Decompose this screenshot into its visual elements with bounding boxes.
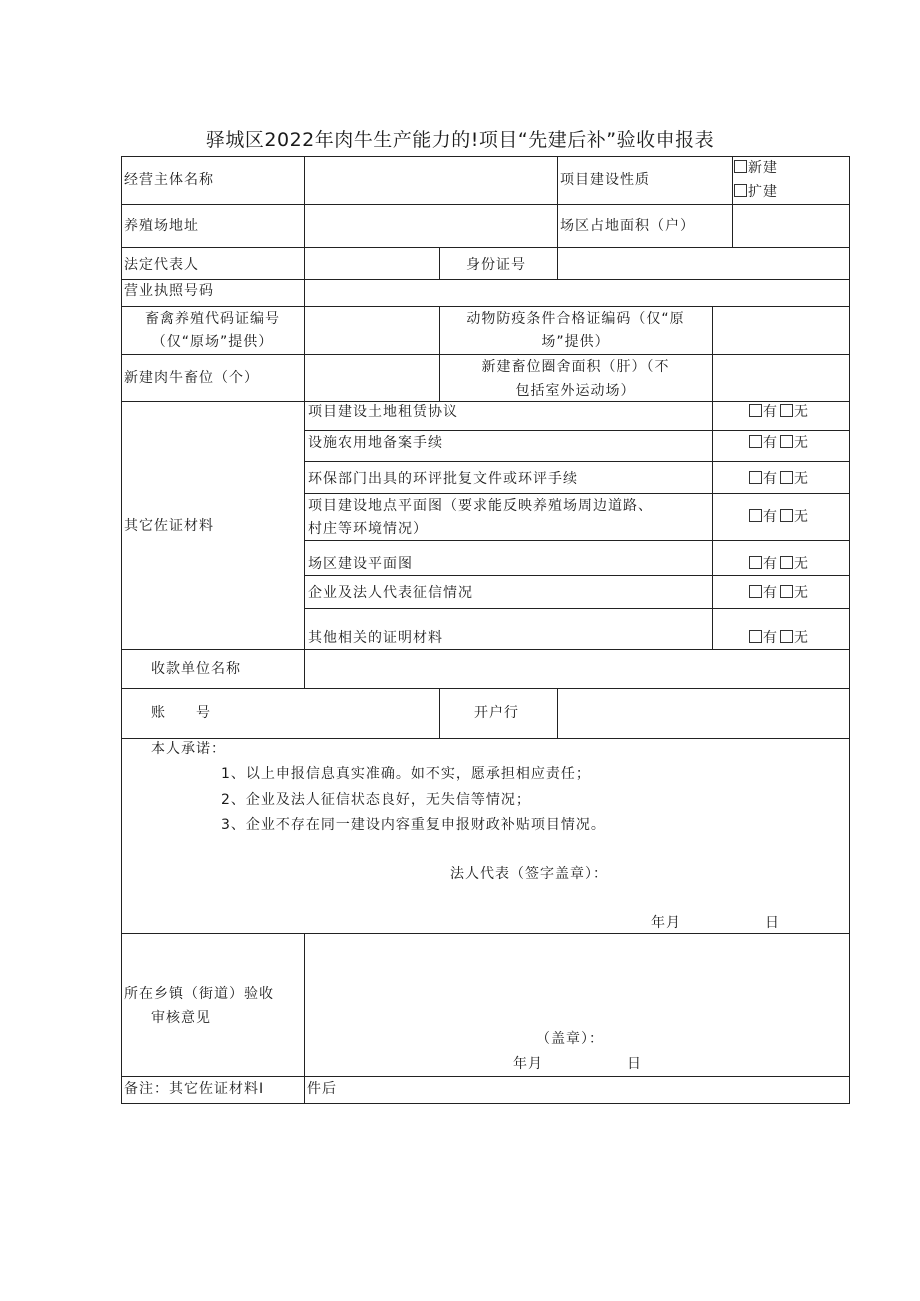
col-line [557,156,558,247]
border-left [121,156,122,1104]
pledge-signature-label: 法人代表（签字盖章）： [450,866,608,882]
operator-name-field[interactable] [305,157,556,204]
review-seal-label: （盖章）： [536,1031,604,1047]
material-item: 场区建设平面图 [308,556,413,572]
pledge-item: 2、企业及法人征信状态良好，无失信等情况； [221,792,531,808]
payee-name-field[interactable] [305,650,849,688]
border-right [849,156,850,1104]
epidemic-cert-label-1: 动物防疫条件合格证编码（仅“原 [466,311,685,327]
material-item: 设施农用地备案手续 [308,435,443,451]
pledge-item: 3、企业不存在同一建设内容重复申报财政补贴项目情况。 [221,817,606,833]
row-line [304,608,850,609]
site-area-field[interactable] [733,205,849,247]
checkbox-icon [749,404,762,417]
material-item: 其他相关的证明材料 [308,630,443,646]
checkbox-icon [780,435,793,448]
nature-expand-label: 扩建 [748,184,778,200]
id-number-label: 身份证号 [466,257,526,273]
material-item: 项目建设土地租赁协议 [308,404,458,420]
pledge-date-year-month: 年月 [651,915,681,931]
farm-address-label: 养殖场地址 [124,218,199,234]
license-number-label: 营业执照号码 [124,283,214,299]
pledge-item: 1、以上申报信息真实准确。如不实，愿承担相应责任； [221,766,591,782]
review-opinion-field[interactable] [305,934,849,1076]
checkbox-icon [780,471,793,484]
row-line [304,461,850,462]
epidemic-cert-label-2: 场”提供） [541,334,610,350]
form-title: 驿城区2022年肉牛生产能力的!项目“先建后补”验收申报表 [205,129,715,151]
material-option[interactable]: 有 无 [749,432,809,454]
barn-area-field[interactable] [713,355,849,401]
review-date-year-month: 年月 [513,1056,543,1072]
breeding-code-label-2: （仅“原场”提供） [151,334,274,350]
material-item-cont: 村庄等环境情况） [308,521,428,537]
checkbox-icon [749,471,762,484]
row-line [304,493,850,494]
col-line [712,401,713,649]
checkbox-icon [734,184,747,197]
material-option[interactable]: 有 无 [749,627,809,649]
breeding-code-label-1: 畜禽养殖代码证编号 [145,311,280,327]
review-date-day: 日 [627,1056,642,1072]
pledge-date-day: 日 [765,915,780,931]
note-text-cont: 件后 [307,1081,337,1097]
border-bottom [121,1103,850,1104]
checkbox-icon [780,509,793,522]
material-option[interactable]: 有 无 [749,553,809,575]
nature-option-expand[interactable] [734,181,778,203]
checkbox-icon [780,630,793,643]
checkbox-icon [749,509,762,522]
materials-label: 其它佐证材料 [124,518,214,534]
pledge-heading: 本人承诺： [151,741,226,757]
material-item: 企业及法人代表征信情况 [308,585,473,601]
material-item: 环保部门出具的环评批复文件或环评手续 [308,471,578,487]
payee-name-label: 收款单位名称 [151,661,241,677]
checkbox-icon [749,556,762,569]
project-nature-label: 项目建设性质 [560,172,650,188]
review-label-2: 审核意见 [151,1010,211,1026]
bank-label: 开户行 [474,705,519,721]
checkbox-icon [780,404,793,417]
checkbox-icon [749,435,762,448]
id-number-field[interactable] [558,248,849,279]
application-form [121,156,850,1104]
review-label-1: 所在乡镇（街道）验收 [124,986,274,1002]
material-option[interactable]: 有 无 [749,468,809,490]
cattle-places-field[interactable] [305,355,439,401]
site-area-label: 场区占地面积（户） [560,218,695,234]
barn-area-label-1: 新建畜位圈舍面积（肝）（不 [481,359,670,375]
col-line [439,247,440,279]
checkbox-icon [734,160,747,173]
checkbox-icon [780,556,793,569]
legal-rep-label: 法定代表人 [124,257,199,273]
breeding-code-field[interactable] [305,307,439,354]
checkbox-icon [749,630,762,643]
barn-area-label-2: 包括室外运动场） [515,383,636,399]
row-line [304,430,850,431]
cattle-places-label: 新建肉牛畜位（个） [124,370,259,386]
row-line [304,575,850,576]
note-text: 备注：其它佐证材料Ⅰ [124,1081,265,1097]
legal-rep-field[interactable] [305,248,439,279]
material-option[interactable]: 有 无 [749,506,809,528]
checkbox-icon [780,585,793,598]
material-option[interactable]: 有 无 [749,582,809,604]
operator-name-label: 经营主体名称 [124,172,214,188]
epidemic-cert-field[interactable] [713,307,849,354]
checkbox-icon [749,585,762,598]
row-line [121,738,850,739]
row-line [121,1076,850,1077]
license-number-field[interactable] [305,280,849,306]
bank-field[interactable] [558,689,849,738]
farm-address-field[interactable] [305,205,556,247]
material-item: 项目建设地点平面图（要求能反映养殖场周边道路、 [308,498,653,514]
material-option[interactable]: 有 无 [749,401,809,423]
nature-option-new[interactable] [734,157,778,179]
account-label: 账 号 [151,705,211,721]
row-line [304,540,850,541]
nature-new-label: 新建 [748,160,778,176]
col-line [304,401,305,649]
